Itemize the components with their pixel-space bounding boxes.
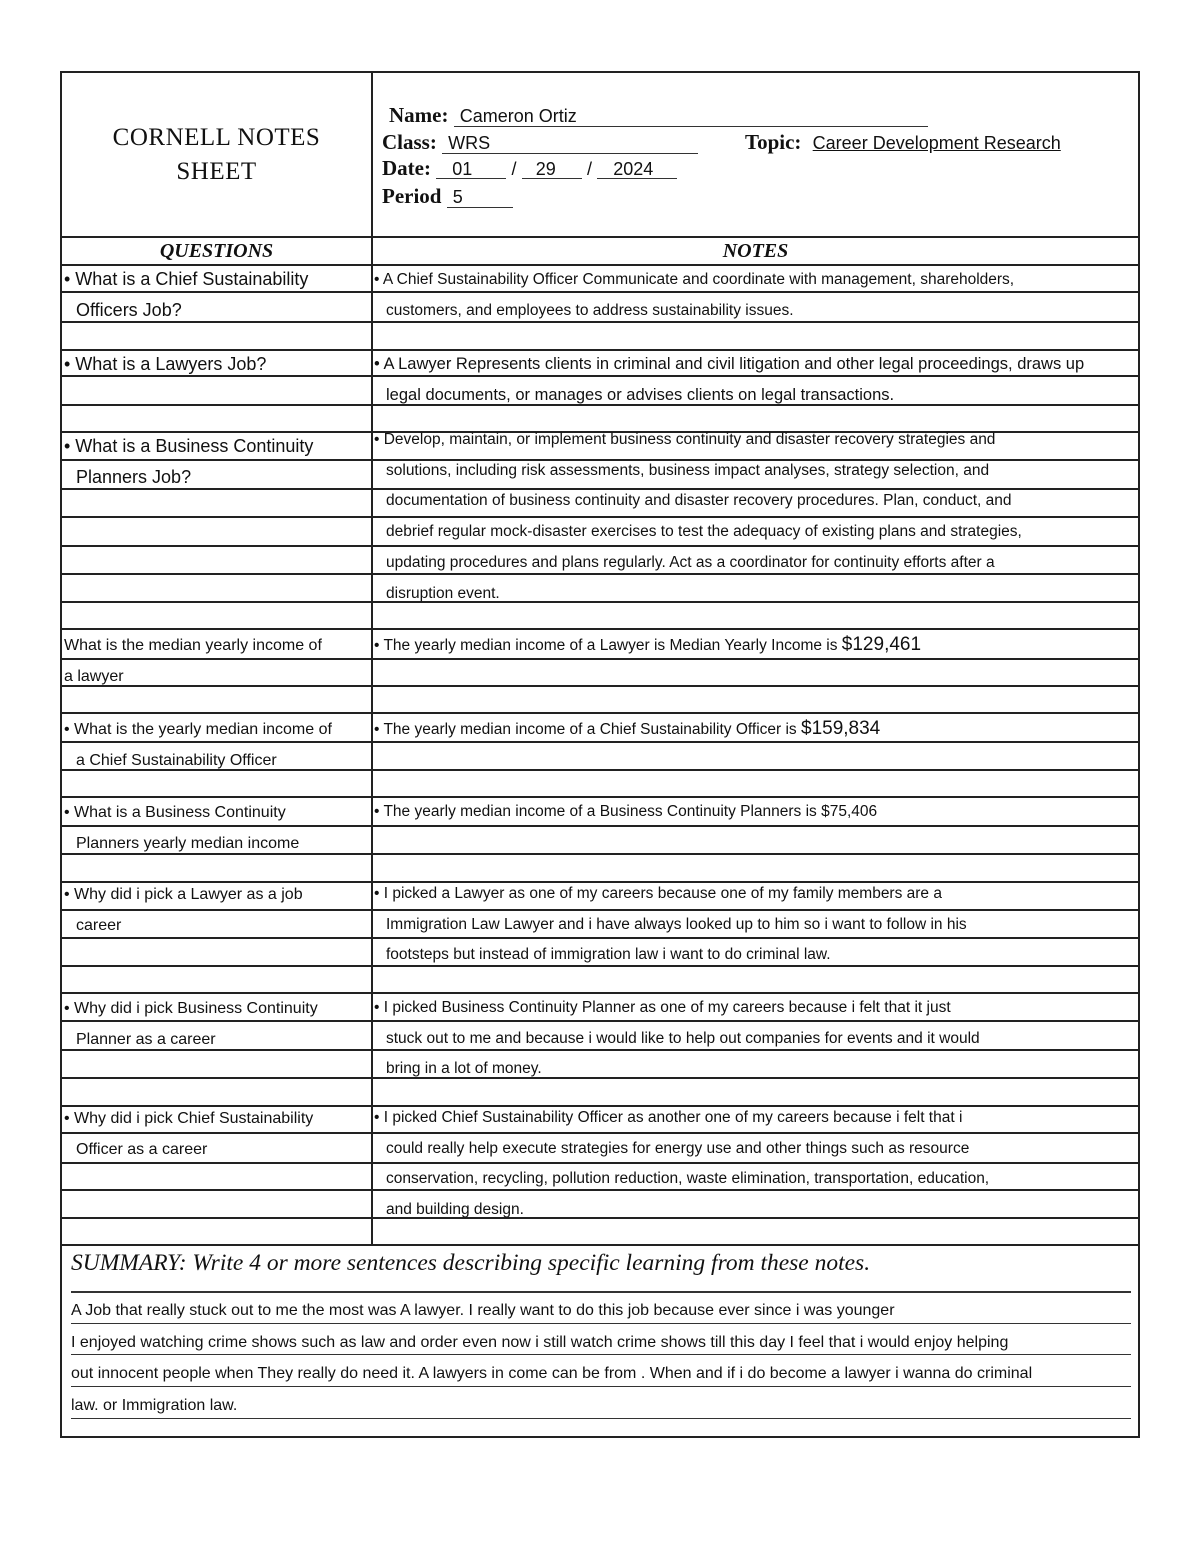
summary-section	[62, 1246, 1138, 1438]
note-line: • A Lawyer Represents clients in criminal and civil litigation and other legal proceedings, draws up	[374, 355, 1085, 373]
note-line: • A Chief Sustainability Officer Communicate and coordinate with management, shareholders,	[374, 271, 1015, 288]
question-why-bcp	[64, 993, 364, 1055]
note-line: Immigration Law Lawyer and i have always looked up to him so i want to follow in his	[386, 915, 967, 933]
question-line: Planners Job?	[76, 467, 192, 487]
name-row	[389, 101, 928, 129]
period-label: Period	[382, 184, 442, 208]
date-label: Date:	[382, 156, 431, 180]
sheet-title-line1: CORNELL NOTES	[112, 123, 321, 151]
column-headers	[62, 236, 1138, 266]
date-row	[382, 154, 677, 182]
sheet-header	[62, 73, 1138, 238]
summary-text[interactable]	[71, 1292, 1131, 1419]
note-bcp-income	[374, 797, 1138, 828]
topic-field[interactable]: Career Development Research	[812, 133, 1061, 153]
cornell-notes-sheet	[60, 71, 1140, 1438]
question-line: • Why did i pick a Lawyer as a job	[64, 886, 303, 903]
note-lawyer-income	[374, 630, 1138, 662]
question-line: Officers Job?	[76, 300, 182, 320]
summary-line: A Job that really stuck out to me the most was A lawyer. I really want to do this job because ever since i was younger	[71, 1292, 1131, 1324]
question-line: • What is the yearly median income of	[64, 721, 332, 738]
question-line: a lawyer	[64, 668, 124, 685]
note-line: • I picked a Lawyer as one of my careers because one of my family members are a	[374, 885, 942, 902]
summary-line: law. or Immigration law.	[71, 1387, 1131, 1419]
class-field[interactable]: WRS	[442, 133, 698, 154]
name-field[interactable]: Cameron Ortiz	[454, 106, 928, 127]
note-business-continuity-job	[374, 425, 1138, 609]
note-line: could really help execute strategies for energy use and other things such as resource	[386, 1139, 970, 1157]
question-line: • Why did i pick Chief Sustainability	[64, 1110, 314, 1127]
note-line: legal documents, or manages or advises clients on legal transactions.	[386, 385, 895, 404]
summary-line: I enjoyed watching crime shows such as law and order even now i still watch crime shows till this day I feel that i would enjoy helping	[71, 1324, 1131, 1356]
note-why-lawyer	[374, 879, 1138, 971]
name-label: Name:	[389, 103, 449, 127]
question-line: career	[76, 917, 122, 934]
question-line: Officer as a career	[76, 1141, 208, 1158]
question-cso-income	[64, 714, 364, 776]
question-line: • What is a Chief Sustainability	[64, 269, 309, 289]
note-line: bring in a lot of money.	[386, 1060, 542, 1078]
note-line: disruption event.	[386, 584, 500, 602]
note-line: • I picked Chief Sustainability Officer as another one of my careers because i felt that i	[374, 1109, 963, 1126]
notes-header: NOTES	[722, 240, 789, 262]
question-why-lawyer	[64, 879, 364, 941]
note-line: • I picked Business Continuity Planner as one of my careers because i felt that it just	[374, 999, 951, 1016]
question-bcp-income	[64, 797, 364, 859]
question-why-cso	[64, 1103, 364, 1165]
date-separator: /	[511, 159, 517, 179]
cso-income-amount: $159,834	[801, 718, 881, 739]
summary-line: out innocent people when They really do need it. A lawyers in come can be from . When and if i do become a lawyer i wanna do criminal	[71, 1355, 1131, 1387]
class-label: Class:	[382, 130, 437, 154]
question-line: • Why did i pick Business Continuity	[64, 1000, 318, 1017]
note-line: conservation, recycling, pollution reduction, waste elimination, transportation, education,	[386, 1170, 990, 1188]
topic-row	[745, 128, 1093, 156]
period-field[interactable]: 5	[447, 187, 513, 208]
note-line: customers, and employees to address sustainability issues.	[386, 301, 794, 319]
note-line: debrief regular mock-disaster exercises to test the adequacy of existing plans and strategies,	[386, 523, 1022, 541]
question-lawyer-income	[64, 630, 364, 692]
note-line: • Develop, maintain, or implement business continuity and disaster recovery strategies and	[374, 431, 996, 448]
note-line: • The yearly median income of a Business Continuity Planners is $75,406	[374, 803, 878, 820]
note-lawyer-job	[374, 349, 1138, 410]
note-line: and building design.	[386, 1201, 524, 1219]
note-line: documentation of business continuity and disaster recovery procedures. Plan, conduct, and	[386, 492, 1012, 510]
question-business-continuity-job	[64, 431, 364, 493]
question-chief-sustainability-job	[64, 264, 364, 326]
note-line: footsteps but instead of immigration law i want to do criminal law.	[386, 946, 831, 964]
note-why-bcp	[374, 993, 1138, 1085]
lawyer-income-amount: $129,461	[841, 634, 922, 655]
summary-title: SUMMARY: Write 4 or more sentences describing specific learning from these notes.	[71, 1250, 871, 1276]
date-month-field[interactable]: 01	[436, 159, 506, 179]
question-lawyer-job	[64, 349, 364, 380]
period-row	[382, 182, 513, 210]
class-row	[382, 128, 698, 156]
note-chief-sustainability-job	[374, 265, 1138, 326]
topic-label: Topic:	[745, 130, 802, 154]
note-line: solutions, including risk assessments, business impact analyses, strategy selection, and	[386, 461, 990, 479]
date-separator: /	[587, 159, 593, 179]
note-line: stuck out to me and because i would like to help out companies for events and it would	[386, 1029, 980, 1047]
date-year-field[interactable]: 2024	[597, 159, 677, 179]
question-line: a Chief Sustainability Officer	[76, 752, 277, 769]
question-line: • What is a Business Continuity	[64, 436, 314, 456]
note-cso-income	[374, 714, 1138, 746]
note-text: • The yearly median income of a Chief Sustainability Officer is	[374, 721, 801, 738]
sheet-title-line2: SHEET	[176, 157, 257, 185]
question-line: Planners yearly median income	[76, 835, 300, 852]
date-day-field[interactable]: 29	[522, 159, 582, 179]
question-line: Planner as a career	[76, 1031, 216, 1048]
questions-header: QUESTIONS	[159, 240, 274, 262]
question-line: • What is a Lawyers Job?	[64, 354, 267, 374]
question-line: • What is a Business Continuity	[64, 804, 286, 821]
sheet-title	[62, 73, 373, 236]
note-line: updating procedures and plans regularly. Act as a coordinator for continuity efforts after a	[386, 553, 995, 571]
question-line: What is the median yearly income of	[64, 637, 322, 654]
note-text: • The yearly median income of a Lawyer is Median Yearly Income is	[374, 637, 842, 654]
note-why-cso	[374, 1103, 1138, 1226]
